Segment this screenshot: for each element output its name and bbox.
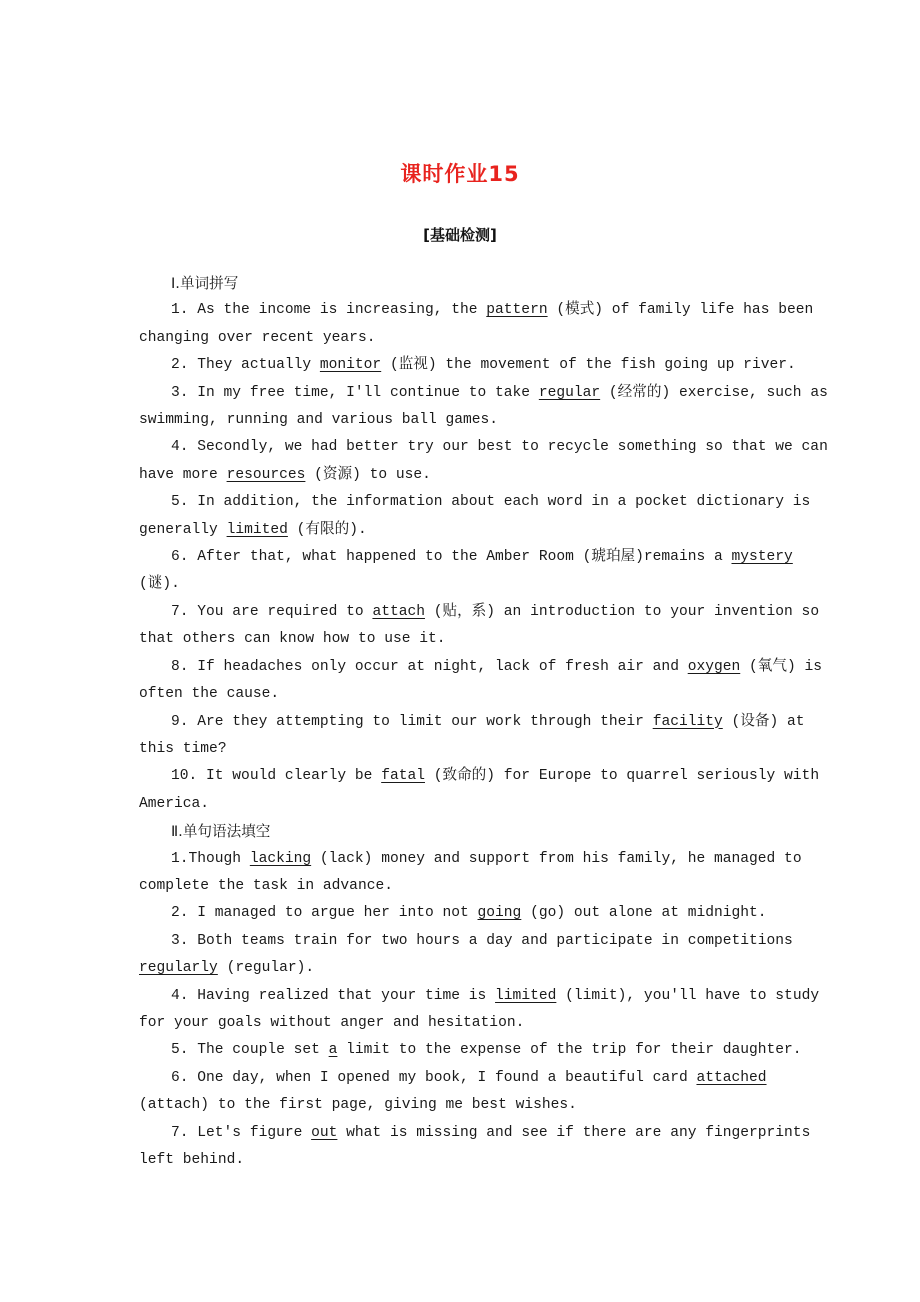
answer-word: attached <box>696 1069 767 1086</box>
item-text-after: what is missing and see if there are any fingerprints left behind. <box>139 1124 811 1168</box>
item-text-after: (go) out alone at midnight. <box>521 905 767 922</box>
item-text-before: 8. If headaches only occur at night, lack of fresh air and <box>171 658 688 675</box>
section-subtitle: [基础检测] <box>423 226 497 244</box>
item-text-after: limit to the expense of the trip for their daughter. <box>337 1042 802 1059</box>
item-text-after: (设备) at this time? <box>139 713 805 757</box>
item-text-after: (资源) to use. <box>305 466 431 483</box>
item-text-before: 5. The couple set <box>171 1042 329 1059</box>
item-text-before: 1.Though <box>171 850 250 867</box>
exercise-item <box>139 434 831 489</box>
answer-word: a <box>328 1042 338 1059</box>
exercise-item <box>139 709 831 764</box>
item-text-after: (贴，系) an introduction to your invention so that others can know how to use it. <box>139 603 820 648</box>
exercise-item <box>139 900 831 927</box>
section-heading: Ⅱ.单句语法填空 <box>171 823 271 841</box>
page-title: 课时作业15 <box>400 162 520 186</box>
answer-word: monitor <box>319 357 382 374</box>
item-text-after: (氧气) is often the cause. <box>139 658 822 703</box>
item-text-before: 10. It would clearly be <box>171 768 382 785</box>
item-text-before: 7. Let's figure <box>171 1124 312 1141</box>
item-text-before: 5. In addition, the information about each word in a pocket dictionary is generally <box>139 494 811 538</box>
item-text-after: (lack) money and support from his family, he managed to complete the task in advance. <box>139 850 802 894</box>
exercise-item <box>139 983 831 1038</box>
item-text-before: 6. After that, what happened to the Amber Room (琥珀屋)remains a <box>171 549 732 566</box>
item-text-after: (致命的) for Europe to quarrel seriously with America. <box>139 768 820 812</box>
item-text-before: 3. In my free time, I'll continue to take <box>171 384 539 401</box>
exercise-item <box>139 846 831 901</box>
answer-word: regularly <box>139 960 218 977</box>
item-text-after: (limit), you'll have to study for your goals without anger and hesitation. <box>139 987 820 1031</box>
exercise-item <box>139 1120 831 1175</box>
exercise-item <box>139 928 831 983</box>
answer-word: limited <box>226 521 288 538</box>
item-text-after: (有限的). <box>287 521 367 538</box>
exercise-item <box>139 544 831 599</box>
answer-word: lacking <box>249 850 312 867</box>
section-heading: Ⅰ.单词拼写 <box>171 275 239 292</box>
item-text-before: 3. Both teams train for two hours a day and participate in competitions <box>171 932 793 949</box>
answer-word: attach <box>372 603 425 620</box>
answer-word: pattern <box>486 302 548 319</box>
answer-word: mystery <box>731 549 793 566</box>
exercise-item <box>139 297 831 352</box>
answer-word: regular <box>538 384 601 401</box>
item-text-after: (经常的) exercise, such as swimming, running and various ball games. <box>139 384 828 429</box>
item-text-before: 7. You are required to <box>171 603 373 620</box>
item-text-before: 9. Are they attempting to limit our work through their <box>171 713 653 730</box>
exercise-item <box>139 489 831 544</box>
item-text-before: 2. I managed to argue her into not <box>171 905 478 922</box>
exercise-item <box>139 1065 831 1120</box>
item-text-before: 6. One day, when I opened my book, I found a beautiful card <box>171 1069 697 1086</box>
item-text-after: (attach) to the first page, giving me best wishes. <box>139 1097 577 1114</box>
answer-word: limited <box>495 987 557 1004</box>
exercise-item <box>139 599 831 654</box>
exercise-item <box>139 654 831 709</box>
answer-word: fatal <box>381 768 425 785</box>
answer-word: oxygen <box>687 658 741 675</box>
answer-word: out <box>311 1124 338 1141</box>
item-text-after: (regular). <box>217 960 315 977</box>
exercise-item <box>139 352 831 379</box>
answer-word: going <box>477 905 522 922</box>
exercise-item <box>139 380 831 435</box>
item-text-before: 2. They actually <box>171 357 320 374</box>
answer-word: resources <box>226 466 306 483</box>
item-text-before: 1. As the income is increasing, the <box>171 302 487 319</box>
item-text-after: (模式) of family life has been changing over recent years. <box>139 302 814 346</box>
exercise-item <box>139 763 831 818</box>
item-text-after: (监视) the movement of the fish going up river. <box>381 357 796 374</box>
item-text-after: (谜). <box>139 576 180 593</box>
item-text-before: 4. Having realized that your time is <box>171 987 496 1004</box>
document-body <box>139 270 831 1174</box>
exercise-item <box>139 1037 831 1064</box>
answer-word: facility <box>652 713 723 730</box>
item-text-before: 4. Secondly, we had better try our best to recycle something so that we can have more <box>139 439 828 483</box>
